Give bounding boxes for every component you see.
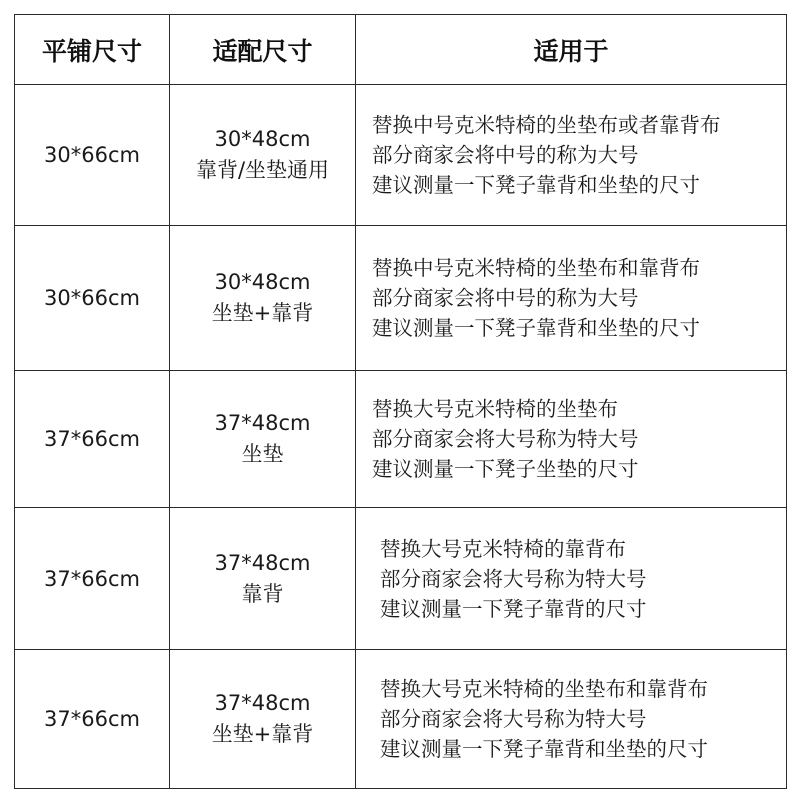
usage-line: 部分商家会将大号称为特大号 xyxy=(372,427,639,451)
usage-cell xyxy=(356,650,787,789)
usage-cell xyxy=(356,508,787,650)
usage-cell xyxy=(356,226,787,371)
fit-size-cell xyxy=(170,85,356,226)
usage-line: 建议测量一下凳子靠背和坐垫的尺寸 xyxy=(372,316,700,340)
fit-size-value: 30*48cm xyxy=(214,127,311,151)
fit-size-value: 30*48cm xyxy=(214,270,311,294)
usage-line: 部分商家会将大号称为特大号 xyxy=(380,707,647,731)
fit-size-value: 37*48cm xyxy=(214,411,311,435)
flat-size-cell: 37*66cm xyxy=(15,508,170,650)
usage-line: 建议测量一下凳子坐垫的尺寸 xyxy=(372,457,639,481)
header-fit-size: 适配尺寸 xyxy=(170,15,356,85)
fit-size-cell xyxy=(170,508,356,650)
fit-size-value: 37*48cm xyxy=(214,550,311,575)
usage-line: 部分商家会将大号称为特大号 xyxy=(380,566,647,591)
table-header-row xyxy=(15,15,787,85)
usage-line: 部分商家会将中号的称为大号 xyxy=(372,143,639,167)
flat-size-cell: 30*66cm xyxy=(15,226,170,371)
usage-line: 建议测量一下凳子靠背和坐垫的尺寸 xyxy=(372,173,700,197)
usage-cell xyxy=(356,371,787,508)
table-row xyxy=(15,508,787,650)
header-flat-size: 平铺尺寸 xyxy=(15,15,170,85)
usage-line: 替换大号克米特椅的坐垫布和靠背布 xyxy=(380,677,708,701)
size-table xyxy=(14,14,787,789)
header-usage: 适用于 xyxy=(356,15,787,85)
table-row xyxy=(15,85,787,226)
fit-part-label: 靠背 xyxy=(241,581,284,606)
fit-part-label: 坐垫+靠背 xyxy=(211,722,314,746)
fit-size-value: 37*48cm xyxy=(214,691,311,715)
usage-cell xyxy=(356,85,787,226)
usage-line: 建议测量一下凳子靠背的尺寸 xyxy=(380,596,647,621)
usage-line: 建议测量一下凳子靠背和坐垫的尺寸 xyxy=(380,737,708,761)
flat-size-cell: 37*66cm xyxy=(15,371,170,508)
usage-line: 部分商家会将中号的称为大号 xyxy=(372,286,639,310)
fit-part-label: 靠背/坐垫通用 xyxy=(195,158,330,182)
usage-line: 替换大号克米特椅的坐垫布 xyxy=(372,397,618,421)
flat-size-cell: 37*66cm xyxy=(15,650,170,789)
fit-part-label: 坐垫 xyxy=(241,442,284,466)
fit-size-cell xyxy=(170,650,356,789)
table-row xyxy=(15,226,787,371)
usage-line: 替换中号克米特椅的坐垫布或者靠背布 xyxy=(372,113,721,137)
fit-part-label: 坐垫+靠背 xyxy=(211,301,314,325)
table-row xyxy=(15,650,787,789)
usage-line: 替换中号克米特椅的坐垫布和靠背布 xyxy=(372,256,700,280)
fit-size-cell xyxy=(170,371,356,508)
table-row xyxy=(15,371,787,508)
fit-size-cell xyxy=(170,226,356,371)
usage-line: 替换大号克米特椅的靠背布 xyxy=(380,536,626,561)
flat-size-cell: 30*66cm xyxy=(15,85,170,226)
